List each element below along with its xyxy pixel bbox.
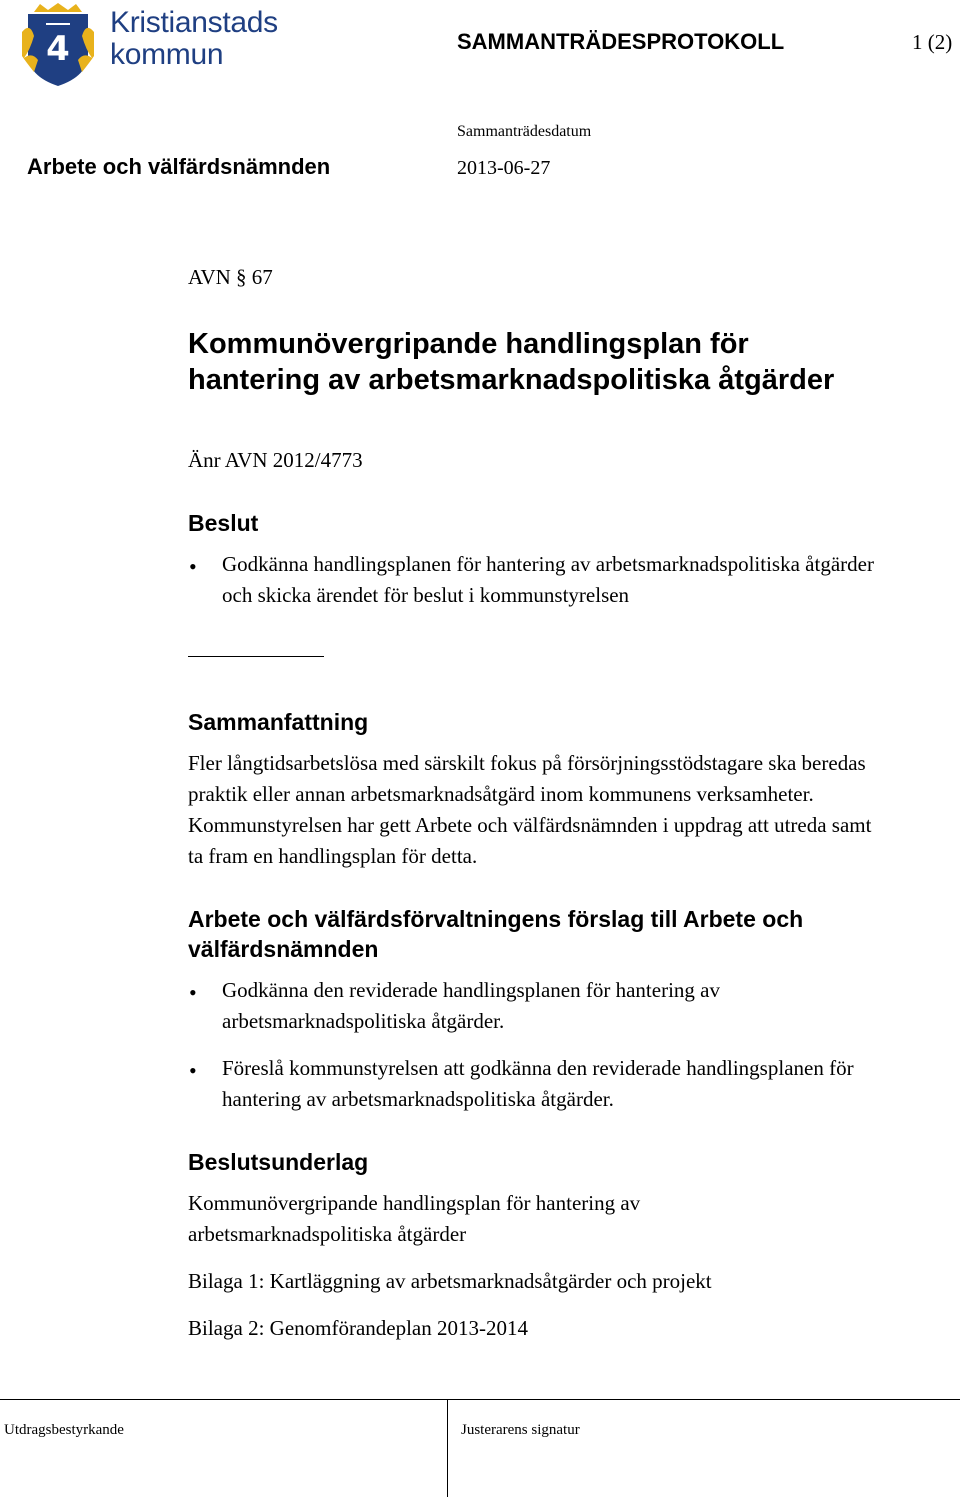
list-item: Godkänna handlingsplanen för hantering av arbetsmarknadspolitiska åtgärder och skicka ärendet för beslut i kommunstyrelsen: [222, 552, 874, 607]
coat-of-arms-icon: [20, 2, 96, 88]
section-heading-sammanfattning: Sammanfattning: [188, 709, 369, 735]
paragraph-number: AVN § 67: [188, 265, 273, 289]
certification-label: Utdragsbestyrkande: [4, 1422, 124, 1438]
document-type: SAMMANTRÄDESPROTOKOLL: [457, 29, 785, 54]
attachment-item: Kommunövergripande handlingsplan för hantering av arbetsmarknadspolitiska åtgärder: [188, 1191, 641, 1246]
case-number: Änr AVN 2012/4773: [188, 448, 363, 472]
page-number: 1 (2): [912, 30, 953, 54]
logo-wordmark-line1: Kristianstads: [110, 6, 278, 39]
meeting-date: 2013-06-27: [457, 157, 551, 179]
signature-label: Justerarens signatur: [461, 1422, 580, 1438]
attachment-item: Bilaga 1: Kartläggning av arbetsmarknadsåtgärder och projekt: [188, 1269, 712, 1293]
board-name: Arbete och välfärdsnämnden: [27, 154, 331, 179]
svg-text:4: 4: [46, 29, 70, 69]
footer-divider: [447, 1399, 448, 1497]
list-item: Föreslå kommunstyrelsen att godkänna den reviderade handlingsplanen för hantering av arbetsmarknadspolitiska åtgärder.: [222, 1056, 854, 1111]
bullet-icon: •: [189, 980, 197, 1005]
logo-wordmark-line2: kommun: [110, 38, 224, 71]
bullet-icon: •: [189, 554, 197, 579]
bullet-icon: •: [189, 1058, 197, 1083]
section-heading-beslutsunderlag: Beslutsunderlag: [188, 1149, 369, 1175]
case-title: Kommunövergripande handlingsplan för hantering av arbetsmarknadspolitiska åtgärder: [188, 328, 835, 396]
summary-text: Fler långtidsarbetslösa med särskilt fokus på försörjningsstödstagare ska beredas praktik eller annan arbetsmarknadsåtgärd inom kommunens verksamheter. Kommunstyrelsen har gett Arbete och välfärdsnämnden i uppdrag att utreda samt ta fram en handlingsplan för detta.: [188, 751, 872, 868]
meeting-date-label: Sammanträdesdatum: [457, 123, 592, 140]
list-item: Godkänna den reviderade handlingsplanen för hantering av arbetsmarknadspolitiska åtgärder.: [222, 978, 720, 1033]
separator-line: [188, 656, 324, 657]
section-heading-forslag: Arbete och välfärdsförvaltningens förslag till Arbete och välfärdsnämnden: [188, 906, 804, 962]
attachment-item: Bilaga 2: Genomförandeplan 2013-2014: [188, 1316, 528, 1340]
footer-rule: [0, 1399, 960, 1400]
section-heading-beslut: Beslut: [188, 510, 259, 536]
